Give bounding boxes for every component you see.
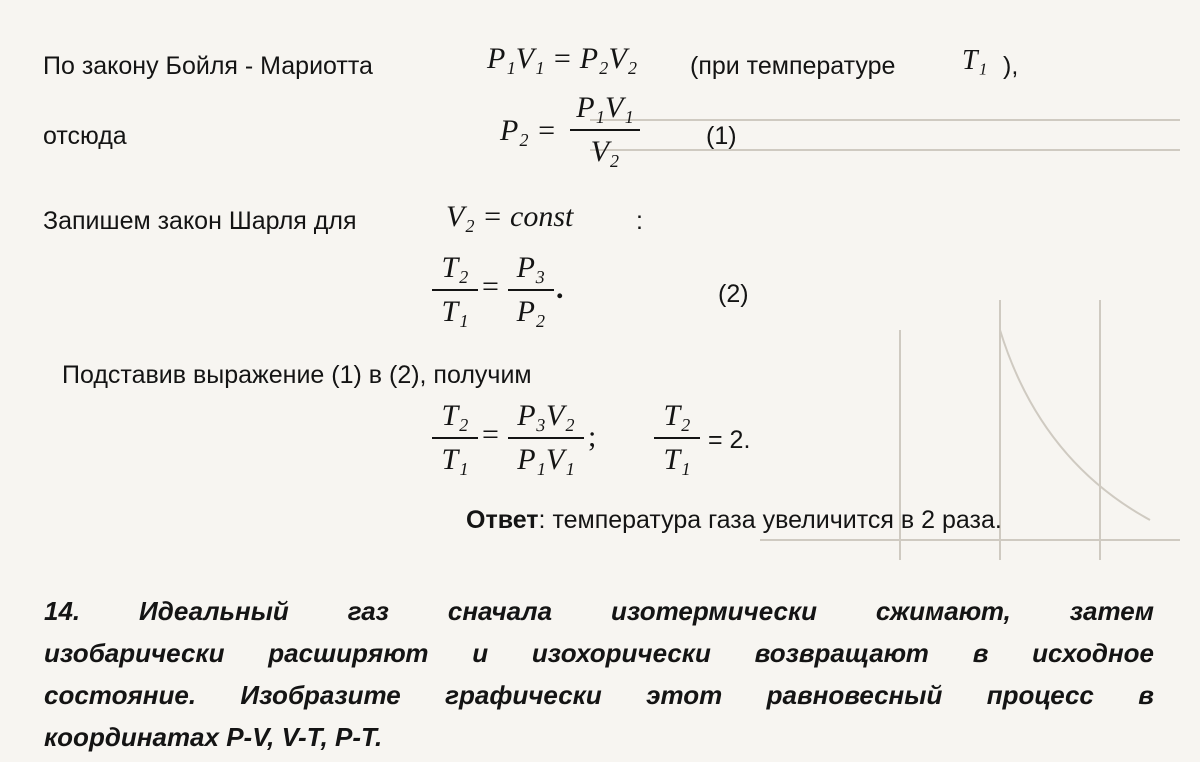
fraction-bar	[570, 129, 640, 131]
equation-number-2: (2)	[718, 280, 749, 308]
fraction-bar	[432, 289, 478, 291]
t2-numerator: T₂	[441, 251, 469, 284]
fraction-bar	[508, 437, 584, 439]
t1-denominator: T₁	[663, 443, 691, 476]
fraction-bar	[508, 289, 554, 291]
temperature-note-var: T₁	[962, 45, 988, 76]
boyle-law-formula: P₁V₁ = P₂V₂	[487, 42, 638, 75]
p2-lhs: P₂ =	[500, 114, 557, 147]
period: .	[556, 272, 564, 305]
temperature-note-close: ),	[1003, 52, 1019, 80]
p2-fraction-denominator: V₂	[590, 135, 620, 168]
temperature-note-open: (при температуре	[690, 52, 896, 80]
task-14	[44, 590, 1154, 758]
ratio-result: = 2.	[708, 426, 751, 454]
substitution-intro: Подставив выражение (1) в (2), получим	[62, 361, 532, 389]
t-ratio-fraction-2	[432, 398, 478, 478]
answer-line	[466, 506, 1002, 535]
equals-sign: =	[482, 418, 499, 451]
pv-ratio-fraction	[508, 398, 584, 478]
t2-numerator: T₂	[663, 399, 691, 432]
fraction-bar	[654, 437, 700, 439]
t1-denominator: T₁	[441, 295, 469, 328]
semicolon: ;	[588, 420, 597, 453]
p3v2-numerator: P₃V₂	[517, 399, 575, 432]
equation-number-1: (1)	[706, 122, 737, 150]
answer-text: : температура газа увеличится в 2 раза.	[538, 506, 1002, 534]
answer-label: Ответ	[466, 506, 539, 534]
fraction-bar	[432, 437, 478, 439]
p3-numerator: P₃	[516, 251, 546, 284]
v2-const-condition: V₂ = const	[446, 200, 574, 233]
hence-label: отсюда	[43, 122, 127, 150]
task-line: 14. Идеальный газ сначала изотермически сжимают, затем	[44, 596, 1154, 626]
charles-law-intro: Запишем закон Шарля для	[43, 207, 357, 235]
colon: :	[636, 207, 643, 235]
t2-numerator: T₂	[441, 399, 469, 432]
t1-denominator: T₁	[441, 443, 469, 476]
p1v1-denominator: P₁V₁	[517, 443, 575, 476]
p2-fraction-numerator: P₁V₁	[576, 91, 634, 124]
t-ratio-fraction	[432, 250, 478, 330]
p2-denominator: P₂	[516, 295, 546, 328]
temperature-ratio-fraction	[654, 398, 700, 478]
equals-sign: =	[482, 270, 499, 303]
task-line: изобарически расширяют и изохорически возвращают в исходное	[44, 638, 1154, 668]
p2-fraction	[570, 90, 640, 170]
task-line: координатах P-V, V-T, P-T.	[44, 722, 383, 752]
boyle-law-intro: По закону Бойля - Мариотта	[43, 52, 373, 80]
task-line: состояние. Изобразите графически этот равновесный процесс в	[44, 680, 1154, 710]
p-ratio-fraction	[508, 250, 554, 330]
